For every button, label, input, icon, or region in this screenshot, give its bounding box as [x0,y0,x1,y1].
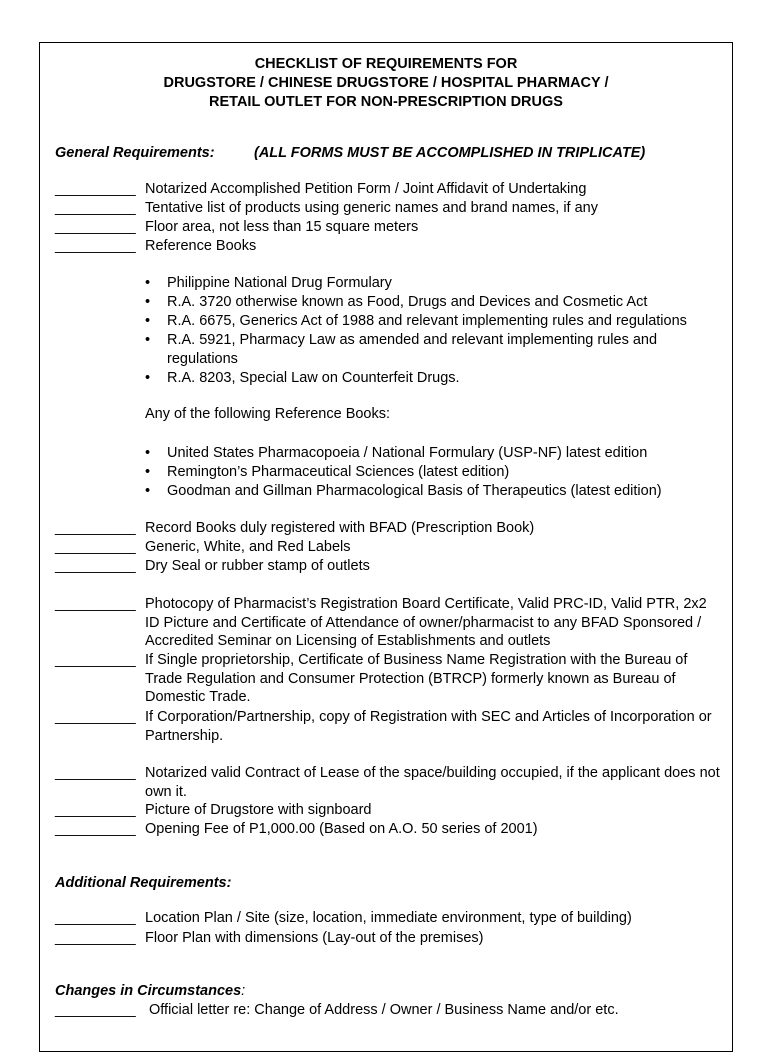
checkbox-blank[interactable]: __________ [55,709,136,725]
checklist-item-text: Tentative list of products using generic names and brand names, if any [145,200,598,216]
bullet-item [145,482,725,501]
checklist-item [55,1001,725,1020]
checklist-item [55,237,725,256]
checklist-item [55,801,725,820]
checklist-item-text: Picture of Drugstore with signboard [145,802,372,818]
checklist-item-text: Official letter re: Change of Address / Owner / Business Name and/or etc. [149,1002,619,1018]
checkbox-blank[interactable]: __________ [55,1002,136,1018]
title-line-1: CHECKLIST OF REQUIREMENTS FOR [254,56,518,72]
bullet-item [145,444,725,463]
checklist-item-text: Location Plan / Site (size, location, immediate environment, type of building) [145,910,632,926]
bullet-item [145,463,725,482]
bullet-item [145,293,725,312]
bullet-text: United States Pharmacopoeia / National Formulary (USP-NF) latest edition [167,445,648,461]
checklist-item-text: Notarized Accomplished Petition Form / Joint Affidavit of Undertaking [145,181,587,197]
bullet-icon: • [145,464,151,480]
checklist-item [55,199,725,218]
checklist-item-text: Notarized valid Contract of Lease of the space/building occupied, if the applicant does not own it. [145,765,720,800]
checkbox-blank[interactable]: __________ [55,539,136,555]
checkbox-blank[interactable]: __________ [55,596,136,612]
checklist-item [55,519,725,538]
checklist-item-text: Floor area, not less than 15 square meters [145,219,419,235]
changes-heading [55,983,245,999]
checklist-item [55,557,725,576]
checklist-item [55,929,725,948]
checklist-item-text: Record Books duly registered with BFAD (Prescription Book) [145,520,535,536]
bullet-item [145,274,725,293]
checklist-item-text: If Corporation/Partnership, copy of Registration with SEC and Articles of Incorporation or Partnership. [145,709,712,744]
checkbox-blank[interactable]: __________ [55,802,136,818]
bullet-text: Philippine National Drug Formulary [167,275,392,291]
checklist-item-text: Floor Plan with dimensions (Lay-out of the premises) [145,930,484,946]
bullet-icon: • [145,294,151,310]
checklist-item [55,180,725,199]
checklist-item [55,538,725,557]
checklist-item [55,764,725,801]
checklist-item-text: Dry Seal or rubber stamp of outlets [145,558,370,574]
checklist-item [55,595,725,651]
general-requirements-heading: General Requirements: [55,145,215,161]
checklist-item-text: Opening Fee of P1,000.00 (Based on A.O. 50 series of 2001) [145,821,538,837]
additional-requirements-heading: Additional Requirements: [55,875,232,891]
bullet-item [145,331,725,368]
bullet-icon: • [145,483,151,499]
checklist-item [55,218,725,237]
bullet-text: R.A. 8203, Special Law on Counterfeit Drugs. [167,370,460,386]
bullet-item [145,369,725,388]
checkbox-blank[interactable]: __________ [55,181,136,197]
checklist-item-text: Reference Books [145,238,257,254]
bullet-text: R.A. 5921, Pharmacy Law as amended and relevant implementing rules and regulations [167,332,658,367]
bullet-text: R.A. 3720 otherwise known as Food, Drugs and Devices and Cosmetic Act [167,294,648,310]
checklist-item [55,820,725,839]
bullet-icon: • [145,313,151,329]
bullet-item [145,312,725,331]
checklist-item [55,909,725,928]
checkbox-blank[interactable]: __________ [55,821,136,837]
bullet-icon: • [145,275,151,291]
checklist-item-text: If Single proprietorship, Certificate of Business Name Registration with the Bureau of Trade Regulation and Consumer Protection (BTRCP) formerly known as Bureau of Domestic Trade. [145,652,688,706]
checkbox-blank[interactable]: __________ [55,238,136,254]
checkbox-blank[interactable]: __________ [55,765,136,781]
bullet-text: R.A. 6675, Generics Act of 1988 and relevant implementing rules and regulations [167,313,687,329]
title-line-3: RETAIL OUTLET FOR NON-PRESCRIPTION DRUGS [209,94,563,110]
bullet-icon: • [145,370,151,386]
checklist-item-text: Photocopy of Pharmacist’s Registration Board Certificate, Valid PRC-ID, Valid PTR, 2x2 ID Picture and Certificate of Attendance of owner/pharmacist to any BFAD Sponsored / Accredited Seminar on Licensing of Establishments and outlets [145,596,707,650]
any-of-following-text: Any of the following Reference Books: [145,406,391,422]
checklist-item-text: Generic, White, and Red Labels [145,539,351,555]
bullet-icon: • [145,332,151,348]
checkbox-blank[interactable]: __________ [55,520,136,536]
bullet-text: Goodman and Gillman Pharmacological Basis of Therapeutics (latest edition) [167,483,662,499]
checkbox-blank[interactable]: __________ [55,652,136,668]
changes-heading-colon: : [241,983,246,999]
checkbox-blank[interactable]: __________ [55,930,136,946]
checkbox-blank[interactable]: __________ [55,219,136,235]
bullet-icon: • [145,445,151,461]
bullet-text: Remington’s Pharmaceutical Sciences (latest edition) [167,464,510,480]
triplicate-note: (ALL FORMS MUST BE ACCOMPLISHED IN TRIPLICATE) [254,145,646,161]
changes-heading-text: Changes in Circumstances [55,983,242,999]
checkbox-blank[interactable]: __________ [55,910,136,926]
checkbox-blank[interactable]: __________ [55,558,136,574]
title-line-2: DRUGSTORE / CHINESE DRUGSTORE / HOSPITAL PHARMACY / [163,75,609,91]
checklist-item [55,651,725,707]
checkbox-blank[interactable]: __________ [55,200,136,216]
checklist-item [55,708,725,745]
